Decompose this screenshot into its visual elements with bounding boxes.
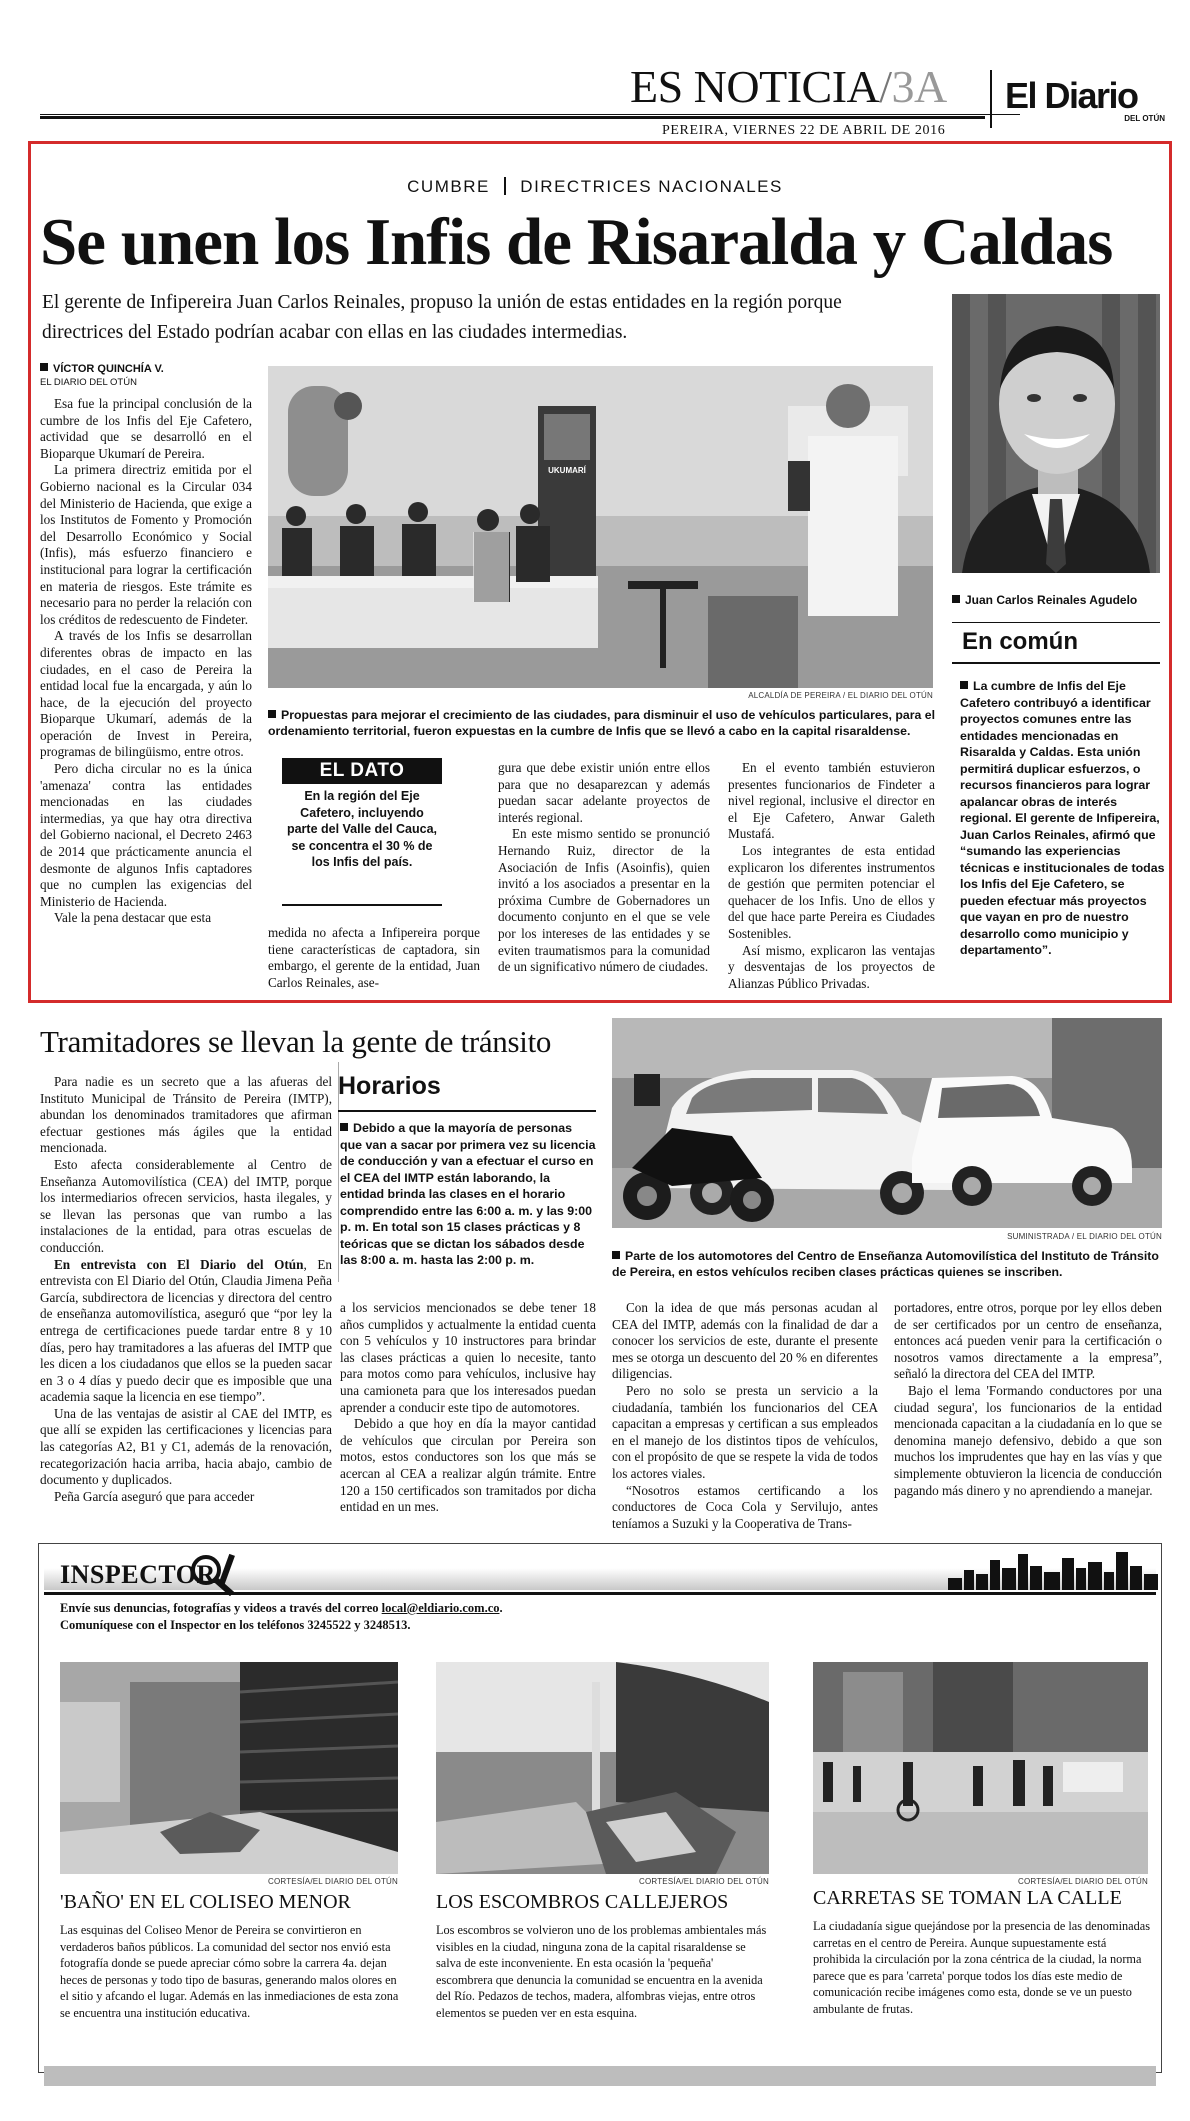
horarios-title: Horarios: [338, 1072, 441, 1100]
cumbre-photo-caption: Propuestas para mejorar el crecimiento de las ciudades, para disminuir el uso de vehículos particulares, para el ordenamiento territorial, fueron expuestas en la cumbre de Infis que se llevó a cabo en la capital risaraldense.: [268, 708, 936, 738]
inspector-title-3: CARRETAS SE TOMAN LA CALLE: [813, 1887, 1122, 1909]
dateline: PEREIRA, VIERNES 22 DE ABRIL DE 2016: [662, 123, 946, 138]
article1-headline: Se unen los Infis de Risaralda y Caldas: [40, 205, 1113, 279]
cumbre-photo-credit: ALCALDÍA DE PEREIRA / EL DIARIO DEL OTÚN: [748, 691, 933, 700]
vehicles-photo-caption: Parte de los automotores del Centro de Enseñanza Automovilística del Instituto de Tránsito de Pereira, en estos vehículos reciben clases prácticas quienes se inscriben.: [612, 1249, 1159, 1279]
ukumari-banner: UKUMARÍ: [548, 466, 586, 475]
inspector-title-2: LOS ESCOMBROS CALLEJEROS: [436, 1891, 729, 1913]
inspector-photo-2: [436, 1662, 769, 1874]
article1-col3: gura que debe existir unión entre ellos para que no desaparezcan y además puedan sacar adelante proyectos de interés regional. En este mismo sentido se pronunció Hernando Ruiz, director de la Asociación de Infis (Asoinfis), quien invitó a los asociados a presentar en la próxima Cumbre de Gobernadores un documento conjunto en el que se vele por los intereses de las entidades y se eviten traumatismos para la comunidad de un significativo número de ciudades.: [498, 760, 710, 975]
el-dato-text: En la región del Eje Cafetero, incluyendo parte del Valle del Cauca, se concentra el 30 % de los Infis del país.: [286, 789, 438, 869]
article1-col4: En el evento también estuvieron presentes funcionarios de Findeter a nivel regional, inclusive el director en el Eje Cafetero, Anwar Galeth Mustafá. Los integrantes de esta entidad explicaron los diferentes instrumentos de gestión que permiten potenciar el quehacer de los Infis. Uno de ellos y del que hace parte Pereira es Ciudades Sostenibles. Así mismo, explicaron las ventajas y desventajas de los proyectos de Alianzas Público Privadas.: [728, 760, 935, 991]
article2-headline: Tramitadores se llevan la gente de tránsito: [40, 1024, 552, 1059]
article2-col2: a los servicios mencionados se debe tener 18 años cumplidos y actualmente la entidad cuenta con 5 vehículos y 10 instructores para brindar las clases prácticas a quien lo necesite, tanto para motos como para vehículos, inclusive hay una camioneta para que los interesados puedan aprender a conducir este tipo de automotores. Debido a que hoy en día la mayor cantidad de vehículos que circulan por Pereira son motos, estos conductores son los que más se acercan al CEA a realizar algún trámite. Entre 120 a 150 certificados son tramitados por dicha entidad en un mes.: [340, 1300, 596, 1515]
inspector-email-link[interactable]: local@eldiario.com.co: [381, 1601, 500, 1615]
article1-kicker: CUMBRE DIRECTRICES NACIONALES: [407, 177, 783, 196]
inspector-text-2: Los escombros se volvieron uno de los problemas ambientales más visibles en la ciudad, ninguna zona de la capital risaraldense se salva de este inconveniente. En esta ocasión la 'pequeña' escombrera que denuncia la comunidad se encuentra en la avenida del Río. Pedazos de techos, madera, alfombras viejas, entre otros elementos se pueden ver en esta esquina.: [436, 1923, 767, 2020]
article2-col4: portadores, entre otros, porque por ley ellos deben de ser certificados por un centro de enseñanza, entonces acá pueden venir para la certificación o nosotros vamos directamente a la empresa”, señaló la directora del CEA del IMTP. Bajo el lema 'Formando conductores por una ciudad segura', los funcionarios de la entidad mencionada capacitan a la ciudadanía en lo que se denomina manejo defensivo, debido a que son muchos los imprudentes que hay en las vías y que simplemente obtuvieron la licencia de conducción pagando más dinero y no aprendiendo a manejar.: [894, 1300, 1162, 1498]
magnifier-icon: [188, 1550, 240, 1596]
bottom-band: [44, 2066, 1156, 2086]
inspector-text-3: La ciudadanía sigue quejándose por la presencia de las denominadas carretas en el centro de Pereira. Aunque supuestamente está prohibida la circulación por la zona céntrica de la ciudad, la norma parece que es para 'carreta' porque todos los días este medio de comunicación recibe imágenes como esta, donde se ve un puesto ambulante de frutas.: [813, 1919, 1151, 2016]
inspector-contact: Envíe sus denuncias, fotografías y videos a través del correo local@eldiario.com.co. Comuníquese con el Inspector en los teléfonos 3245522 y 3248513.: [60, 1601, 503, 1632]
cumbre-photo: [268, 366, 933, 688]
article1-col2: medida no afecta a Infipereira porque tiene características de captadora, sin embargo, el gerente de la entidad, Juan Carlos Reinales, ase-: [268, 925, 480, 990]
inspector-credit-3: CORTESÍA/EL DIARIO DEL OTÚN: [1017, 1877, 1148, 1886]
article1-byline: VÍCTOR QUINCHÍA V. EL DIARIO DEL OTÚN: [40, 363, 164, 388]
el-dato-box: [282, 758, 442, 906]
sidebar-title: En común: [962, 628, 1079, 655]
article2-col1: Para nadie es un secreto que a las afueras del Instituto Municipal de Tránsito de Pereira (IMTP), abundan los denominados tramitadores que afirman efectuar gestiones más ágiles que la entidad mencionada. Esto afecta considerablemente al Centro de Enseñanza Automovilística (CEA) del IMTP, porque los intermediarios ofrecen servicios, hasta ilegales, y se llevan las personas que van rumbo a las instalaciones de la entidad, para otras escuelas de conducción. En entrevista con El Diario del Otún, En entrevista con El Diario del Otún, Claudia Jimena Peña García, subdirectora de licencias y directora del centro de enseñanza automovilística, aseguró que “por ley la entrega de certificaciones puede tardar entre 8 y 10 días, pero hay tramitadores a las afueras del IMTP que les dicen a los ciudadanos que ellos se la pueden sacar en 3 o 4 días y puedo decir que es imposible que una academia saque la licencia en ese tiempo”. Una de las ventajas de asistir al CAE del IMTP, es que allí se expiden las certificaciones y licencias para las categorías A2, B1 y C1, además de la renovación, recategorización hacia arriba, hacia abajo, cambio de documento y duplicados. Peña García aseguró que para acceder: [40, 1074, 333, 1504]
article2-col3: Con la idea de que más personas acudan al CEA del IMTP, además con la finalidad de dar a conocer los servicios de este, durante el presente mes se otorga un descuento del 20 % en diferentes diligencias. Pero no solo se presta un servicio a la ciudadanía, también los funcionarios del CEA capacitan a empresas y certifican a sus empleados en el manejo de los distintos tipos de vehículos, con el propósito de que se respete la vida de todos los actores viales. “Nosotros estamos certificando a los conductores de Coca Cola y Servilujo, antes teníamos a Suzuki y la Cooperativa de Trans-: [612, 1300, 878, 1531]
vehicles-photo: [612, 1018, 1162, 1228]
inspector-photo-1: [60, 1662, 398, 1874]
inspector-title-1: 'BAÑO' EN EL COLISEO MENOR: [60, 1891, 351, 1913]
sidebar-text: La cumbre de Infis del Eje Cafetero contribuyó a identificar proyectos comunes entre las entidades mencionadas en Risaralda y Caldas. Esta unión permitirá duplicar esfuerzos, o recursos financieros para lograr apalancar obras de interés regional. El gerente de Infipereira, Juan Carlos Reinales, afirmó que “sumando las experiencias técnicas e institucionales de todas los Infis del Eje Cafetero, se pueden efectuar más proyectos que vayan en pro de nuestro desarrollo como municipio y departamento”.: [960, 679, 1165, 957]
inspector-title: INSPECTOR: [60, 1560, 216, 1589]
inspector-credit-2: CORTESÍA/EL DIARIO DEL OTÚN: [638, 1877, 769, 1886]
inspector-text-1: Las esquinas del Coliseo Menor de Pereira se convirtieron en verdaderos baños públicos. La comunidad del sector nos envió esta fotografía donde se puede apreciar cómo sobre la carrera 4a. dejan heces de personas y todo tipo de basuras, generando malos olores en el sitio y afcando el lugar. Además en las inmediaciones de esta zona se encuentra una institución educativa.: [60, 1923, 399, 2020]
el-dato-title: EL DATO: [282, 758, 442, 784]
article1-col1: Esa fue la principal conclusión de la cumbre de los Infis del Eje Cafetero, actividad que se desarrolló en el Bioparque Ukumarí de Pereira. La primera directriz emitida por el Gobierno nacional es la Circular 034 del Ministerio de Hacienda, que exige a los Institutos de Fomento y Promoción del Desarrollo Económico y Social (Infis), más esfuerzo financiero e institucional para lograr la certificación en materia de riesgos. Este trámite es necesario para no perder la relación con los créditos de redescuento de Findeter. A través de los Infis se desarrollan diferentes obras de impacto en las ciudades, en el caso de Pereira la entidad local fue la encargada, y aún lo hace, de la ejecución del proyecto Bioparque Ukumarí, además de la operación de Invest in Pereira, programas de bilingüismo, entre otros. Pero dicha circular no es la única 'amenaza' contra las entidades mencionadas en las ciudades intermedias, ya que hay otra directiva del Gobierno nacional, el Decreto 2463 de 2014 que prácticamente anuncia el desmonte de algunos Infis captadores que no cumplen las exigencias del Ministerio de Hacienda. Vale la pena destacar que esta: [40, 396, 252, 926]
section-title: ES NOTICIA/3A: [630, 61, 947, 112]
article1-lead: El gerente de Infipereira Juan Carlos Reinales, propuso la unión de estas entidades en la región porque directrices del Estado podrían acabar con ellas en las ciudades intermedias.: [42, 292, 842, 343]
vehicles-photo-credit: SUMINISTRADA / EL DIARIO DEL OTÚN: [1007, 1232, 1162, 1241]
skyline-icon: [948, 1548, 1158, 1590]
inspector-photo-3: [813, 1662, 1148, 1874]
newspaper-logo: El Diario DEL OTÚN: [1005, 75, 1165, 123]
horarios-text: Debido a que la mayoría de personas que van a sacar por primera vez su licencia de conducción y van a efectuar el curso en el CEA del IMTP están laborando, la entidad brinda las clases en el horario comprendido entre las 6:00 a. m. y las 9:00 p. m. En total son 15 clases prácticas y 8 teóricas que se dictan los sábados desde las 8:00 a. m. hasta las 2:00 p. m.: [340, 1121, 596, 1267]
inspector-credit-1: CORTESÍA/EL DIARIO DEL OTÚN: [267, 1877, 398, 1886]
portrait-caption: Juan Carlos Reinales Agudelo: [952, 592, 1162, 608]
reinales-portrait: [952, 294, 1160, 573]
